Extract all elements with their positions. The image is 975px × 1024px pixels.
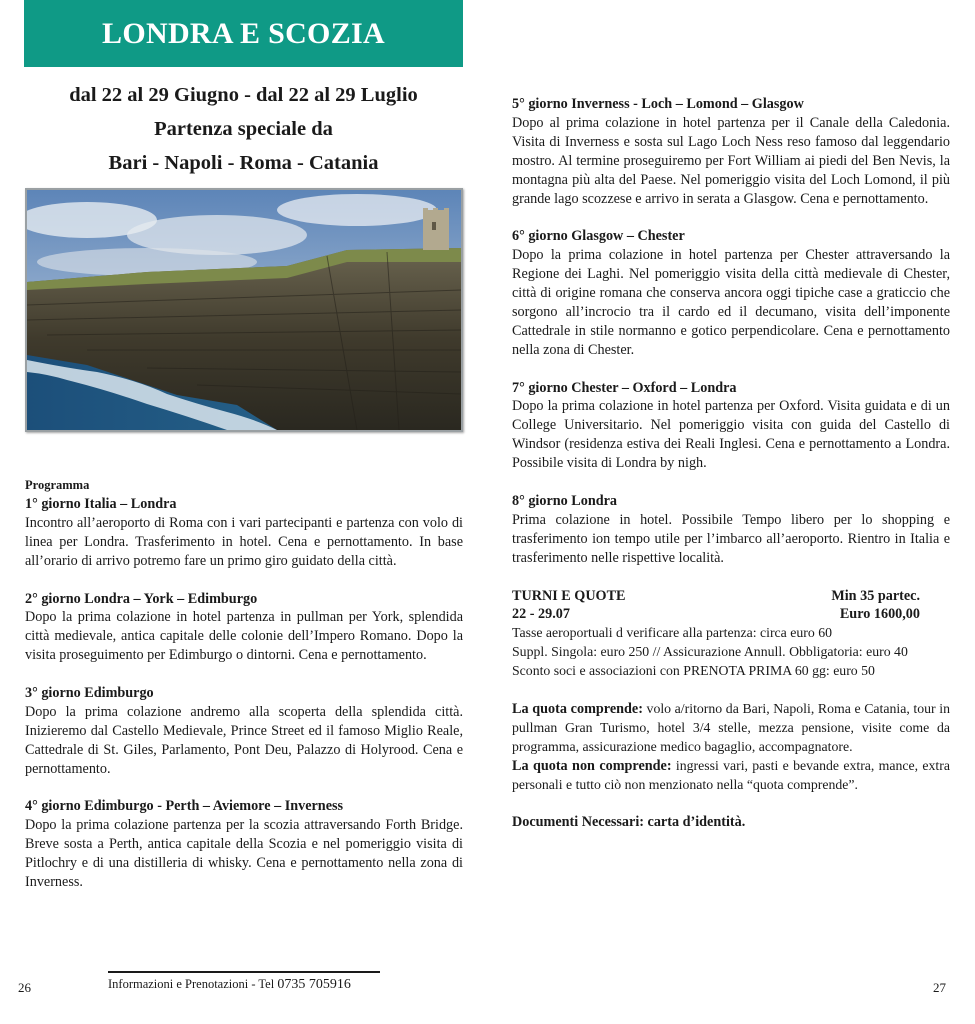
day-section	[25, 684, 463, 779]
fee-line: Tasse aeroportuali d verificare alla partenza: circa euro 60	[512, 625, 833, 641]
day-section	[512, 227, 950, 359]
min-participants: Min 35 partec.	[831, 587, 920, 604]
departure-line: Partenza speciale da	[154, 118, 333, 140]
day-title: 4° giorno Edimburgo - Perth – Aviemore – Inverness	[25, 798, 344, 815]
turni-period: 22 - 29.07	[512, 606, 570, 623]
day-title: 3° giorno Edimburgo	[25, 685, 154, 702]
fees-list	[512, 624, 950, 681]
cliff-photo	[25, 188, 463, 432]
day-text: Dopo la prima colazione in hotel partenza per Oxford. Visita guidata e di un College Universitario. Nel pomeriggio visita con guida del Castello di Windsor (residenza estiva dei Reali Inglesi. Cena e pernottamento a Londra. Possibile visita di Londra by nigh.	[512, 398, 950, 472]
day-text: Dopo la prima colazione in hotel partenza per Chester attraversando la Regione dei Laghi. Nel pomeriggio visita della città medievale di Chester, città di origine romana che conserva ancora oggi tipiche case a graticcio che sorgono all’incrocio tra il cardo ed il decumano, visita dell’imponente Cattedrale in stile normanno e gotico perpendicolare. Cena e pernottamento nella zona di Chester.	[512, 247, 950, 358]
footer-phone: 0735 705916	[277, 977, 351, 992]
day-section	[25, 797, 463, 892]
page-title: LONDRA E SCOZIA	[102, 16, 385, 50]
title-banner	[24, 0, 463, 67]
includes-text: volo a/ritorno da Bari, Napoli, Roma e Catania, tour in pullman Gran Turismo, hotel 3/4 stelle, mezza pensione, visite come da programma, assicurazione medico bagaglio, accompagnatore.	[512, 700, 950, 754]
day-text: Dopo al prima colazione in hotel partenza per il Canale della Caledonia. Visita di Inverness e sosta sul Lago Loch Ness reso famoso dal leggendario mostro. Al termine proseguiremo per Fort William ai piedi del Ben Nevis, la montagna più alta del Paese. Nel pomeriggio visita del Loch Lomond, il più grande lago scozzese e arrivo in serata a Glasgow. Cena e pernottamento.	[512, 114, 950, 207]
left-column	[25, 477, 463, 911]
includes-paragraph	[512, 700, 950, 757]
includes-label: La quota comprende:	[512, 700, 643, 717]
day-title: 1° giorno Italia – Londra	[25, 496, 177, 512]
day-title: 8° giorno Londra	[512, 492, 617, 509]
dates-line: dal 22 al 29 Giugno - dal 22 al 29 Luglio	[69, 84, 418, 106]
day-section	[25, 590, 463, 666]
day-text: Dopo la prima colazione in hotel partenza in pullman per York, splendida città medievale, antica capitale delle colonie dell’Impero Romano. Dopo la visita proseguimento per Edimburgo o dintorni. Cena e pernottamento.	[25, 609, 463, 664]
day-title: 5° giorno Inverness - Loch – Lomond – Glasgow	[512, 96, 804, 112]
day-section	[512, 492, 950, 568]
day-section	[512, 95, 950, 208]
day-section	[25, 495, 463, 571]
right-column	[512, 95, 950, 832]
turni-section	[512, 587, 950, 682]
turni-heading: TURNI E QUOTE	[512, 587, 626, 604]
turni-price-row	[512, 605, 950, 624]
page-number-left: 26	[18, 980, 31, 995]
footer-info: Informazioni e Prenotazioni - Tel	[108, 977, 278, 991]
documents-note: Documenti Necessari: carta d’identità.	[512, 814, 746, 831]
excludes-text: ingressi vari, pasti e bevande extra, mance, extra personali e tutto ciò non menzionato nella “quota comprende”.	[512, 757, 950, 792]
day-title: 7° giorno Chester – Oxford – Londra	[512, 379, 737, 396]
day-text: Dopo la prima colazione andremo alla scoperta della splendida città. Inizieremo dal Castello Medievale, Prince Street ed il famoso Miglio Reale, Cattedrale di St. Giles, Parlamento, Pont Deu, Palazzo di Holyrood. Cena e pernottamento.	[25, 703, 463, 777]
day-section	[512, 379, 950, 474]
fee-line: Suppl. Singola: euro 250 // Assicurazione Annull. Obbligatoria: euro 40	[512, 644, 908, 660]
footer-divider	[108, 971, 380, 973]
footer-contact	[108, 977, 351, 993]
fee-line: Sconto soci e associazioni con PRENOTA PRIMA 60 gg: euro 50	[512, 663, 875, 679]
page-number-right: 27	[933, 980, 946, 995]
turni-price: Euro 1600,00	[839, 606, 920, 623]
day-text: Dopo la prima colazione partenza per la scozia attraversando Forth Bridge. Breve sosta a Perth, antica capitale della Scozia e nel pomeriggio visita di Pitlochry e di una distilleria di whisky. Cena e pernottamento nella zona di Inverness.	[25, 817, 463, 891]
programme-label: Programma	[25, 478, 90, 492]
cities-line: Bari - Napoli - Roma - Catania	[108, 152, 379, 174]
day-title: 2° giorno Londra – York – Edimburgo	[25, 590, 258, 607]
quota-section	[512, 700, 950, 795]
day-text: Prima colazione in hotel. Possibile Tempo libero per lo shopping e trasferimento ion tempo utile per l’imbarco all’aeroporto. Rientro in Italia e trasferimento nelle rispettive località.	[512, 511, 950, 566]
excludes-paragraph	[512, 757, 950, 795]
day-title: 6° giorno Glasgow – Chester	[512, 228, 685, 245]
excludes-label: La quota non comprende:	[512, 757, 672, 774]
turni-header-row	[512, 587, 950, 606]
day-text: Incontro all’aeroporto di Roma con i vari partecipanti e partenza con volo di linea per Londra. Trasferimento in hotel. Cena e pernottamento. In base all’orario di arrivo potremo fare un primo giro guidato della città.	[25, 514, 463, 569]
